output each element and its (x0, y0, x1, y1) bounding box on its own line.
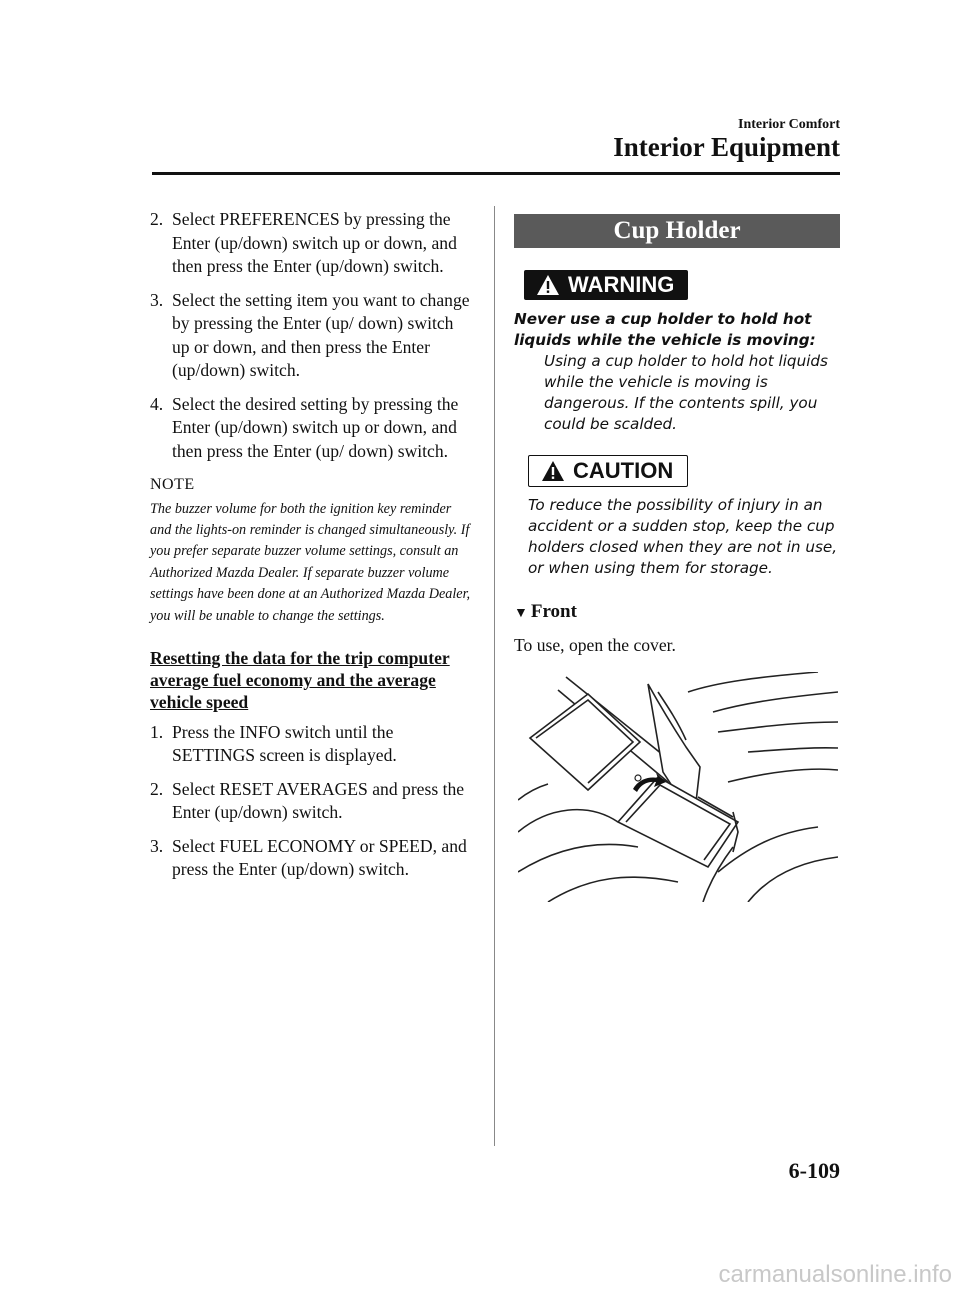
page-number: 6-109 (788, 1158, 840, 1183)
cup-holder-banner: Cup Holder (514, 214, 840, 248)
step-item: 3. Select the setting item you want to change by pressing the Enter (up/ down) switch up or down, and then press the Enter (up/down) switch. (150, 289, 470, 380)
front-heading: ▼ Front (514, 601, 577, 622)
front-instruction: To use, open the cover. (514, 635, 676, 655)
step-item: 2. Select PREFERENCES by pressing the Enter (up/down) switch up or down, and then press the Enter (up/down) switch. (150, 209, 457, 276)
caution-label: CAUTION (573, 458, 674, 483)
step-item: 2. Select RESET AVERAGES and press the Enter (up/down) switch. (150, 778, 465, 823)
caution-body: To reduce the possibility of injury in an accident or a sudden stop, keep the cup holders closed when they are not in use, or when using them for storage. (528, 496, 838, 577)
warning-heading: Never use a cup holder to hold hot liquids while the vehicle is moving: (514, 310, 816, 349)
header-rule (152, 172, 840, 175)
note-text: The buzzer volume for both the ignition key reminder and the lights-on reminder is changed simultaneously. If you prefer separate buzzer volume settings, consult an Authorized Mazda Dealer. If separate buzzer volume settings have been done at an Authorized Mazda Dealer, you will be unable to change the settings. (150, 500, 471, 624)
subheading: Resetting the data for the trip computer average fuel economy and the average vehicle speed (150, 647, 450, 712)
left-column (150, 208, 472, 892)
triangle-down-icon: ▼ (514, 606, 528, 621)
step-item: 4. Select the desired setting by pressing the Enter (up/down) switch up or down, and then press the Enter (up/ down) switch. (150, 393, 459, 461)
step-item: 1. Press the INFO switch until the SETTINGS screen is displayed. (150, 721, 397, 766)
caution-icon (541, 460, 565, 482)
right-column (514, 214, 840, 656)
footer-watermark: carmanualsonline.info (718, 1261, 952, 1288)
cup-holder-illustration (518, 672, 838, 902)
warning-body: Using a cup holder to hold hot liquids while the vehicle is moving is dangerous. If the contents spill, you could be scalded. (544, 352, 828, 433)
step-item: 3. Select FUEL ECONOMY or SPEED, and press the Enter (up/down) switch. (150, 835, 467, 880)
warning-icon (536, 274, 560, 296)
section-title: Interior Equipment (613, 132, 840, 162)
chapter-label: Interior Comfort (738, 117, 840, 132)
note-label: NOTE (150, 476, 195, 493)
warning-badge (524, 270, 688, 300)
warning-label: WARNING (568, 272, 675, 297)
column-divider (494, 206, 495, 1146)
caution-badge (528, 455, 688, 487)
